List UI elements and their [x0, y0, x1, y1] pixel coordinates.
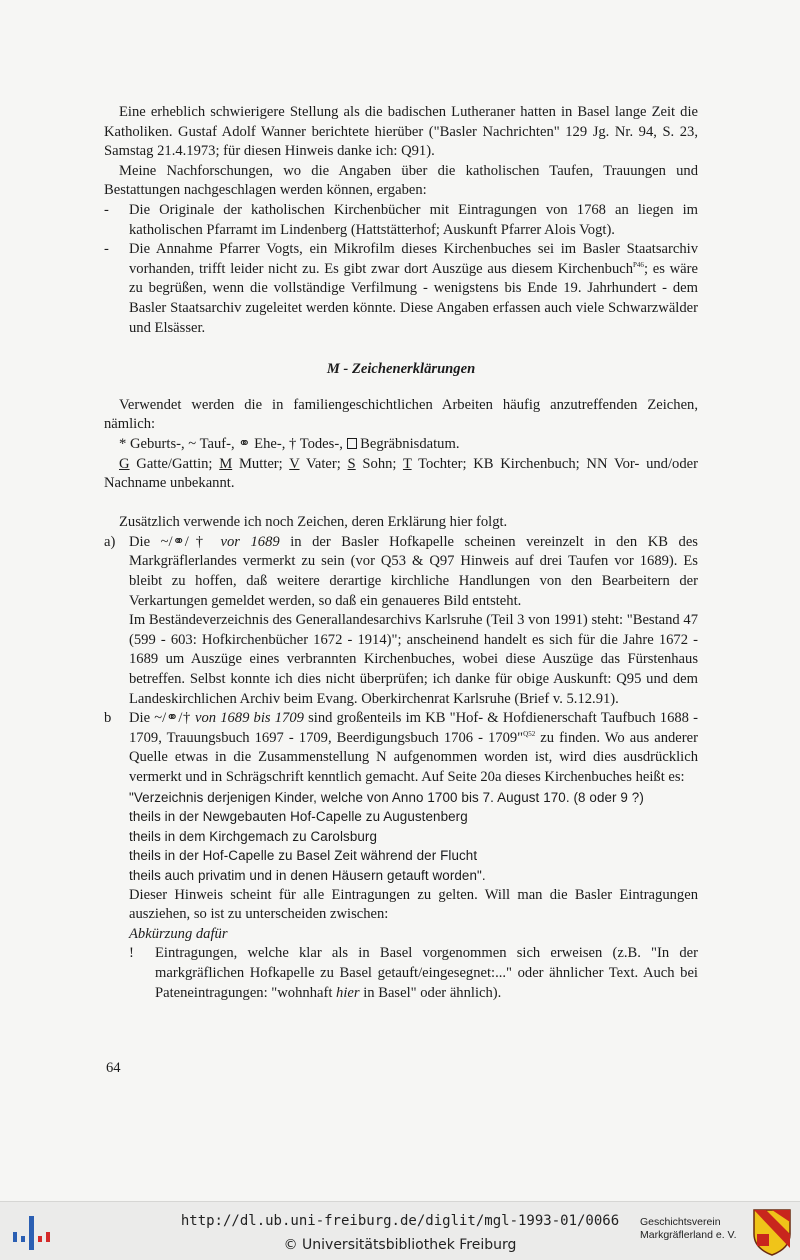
paragraph-research: Meine Nachforschungen, wo die Angaben über die katholischen Taufen, Trauungen und Bestattungen nachgeschlagen werden können, ergaben: — [104, 162, 698, 199]
exclamation-italic: hier — [336, 984, 360, 1001]
footer-url-link[interactable]: http://dl.ub.uni-freiburg.de/diglit/mgl-1993-01/0066 — [180, 1213, 620, 1229]
abbr-v: V — [289, 455, 300, 472]
society-name — [640, 1216, 752, 1242]
quote-line: "Verzeichnis derjenigen Kinder, welche von Anno 1700 bis 7. August 170. (8 oder 9 ?) — [129, 789, 644, 805]
spacer — [104, 494, 698, 514]
abbr-t: T — [402, 455, 412, 472]
society-crest-icon — [752, 1208, 792, 1256]
list-item-text: Die Originale der katholischen Kirchenbücher mit Eintragungen von 1768 an liegen im katholischen Pfarramt im Lindenberg (Hattstätterhof; Auskunft Pfarrer Alois Vogt). — [129, 201, 698, 238]
abbr-t-text: Tochter; KB Kirchenbuch; NN Vor- und/oder Nachname unbekannt. — [104, 455, 698, 492]
abbr-s-text: Sohn; — [355, 455, 403, 472]
abbreviation-heading: Abkürzung dafür — [129, 925, 228, 942]
symbols-line — [104, 435, 698, 455]
item-b-rest: zu finden. Wo aus anderer Quelle etwas in die Zusammenstellung N aufgenommen worden ist, wird dies ausdrücklich vermerkt und in Schrägschrift kenntlich gemacht. Auf Seite 20a dieses Kirchenbuches heißt es: — [129, 729, 698, 785]
paragraph-catholics: Eine erheblich schwierigere Stellung als die badischen Lutheraner hatten in Basel lange Zeit die Katholiken. Gustaf Adolf Wanner berichtete hierüber ("Basler Nachrichten" 129 Jg. Nr. 94, S. 23, Samstag 21.4.1973; für diesen Hinweis danke ich: Q91). — [104, 104, 698, 160]
footer-copyright: © Universitätsbibliothek Freiburg — [283, 1237, 517, 1253]
item-a-archive: Im Beständeverzeichnis des Generallandesarchivs Karlsruhe (Teil 3 von 1991) steht: "Bestand 47 (599 - 603: Hofkirchenbücher 1672 - 1914)"; anscheinend handelt es sich für die Jahre 1672 - 1689 um Auszüge eines verbrannten Kirchenbuches, wobei diese Auszüge das Fürstenhaus betreffen. Selbst konnte ich dies nicht überprüfen; ich danke für obige Auskunft: Q95 und dem Landeskirchlichen Archiv beim Evang. Oberkirchenrat Karlsruhe (Brief v. 5.12.91). — [129, 612, 698, 707]
footnote-ref: P46 — [633, 260, 644, 269]
item-a-italic: vor 1689 — [220, 533, 280, 550]
list-item-text: Die Annahme Pfarrer Vogts, ein Mikrofilm dieses Kirchenbuches sei im Basler Staatsarchiv vorhanden, trifft leider nicht zu. Es gibt zwar dort Auszüge aus diesem Kirchenbuch — [129, 241, 698, 277]
dash-marker: - — [104, 241, 109, 258]
list-item — [104, 201, 698, 240]
item-b — [104, 709, 698, 1003]
abbr-g-text: Gatte/Gattin; — [129, 455, 220, 472]
abbr-v-text: Vater; — [299, 455, 348, 472]
symbols-prefix: * Geburts-, ~ Tauf-, — [119, 435, 235, 452]
symbols-marriage: Ehe-, † Todes-, — [250, 435, 343, 452]
symbols-burial: Begräbnisdatum. — [356, 435, 460, 452]
paragraph-symbols-intro: Verwendet werden die in familiengeschichtlichen Arbeiten häufig anzutreffenden Zeichen, nämlich: — [104, 396, 698, 433]
marriage-icon: ⚭ — [238, 435, 251, 452]
item-b-start: Die ~/⚭/† — [129, 710, 195, 727]
list-item — [104, 240, 698, 338]
item-a — [104, 533, 698, 709]
item-b-mid: sind großenteils im KB "Hof- & Hofdienerschaft Taufbuch 1688 - 1709, Trauungsbuch 1697 - 1709, Beerdigungsbuch 1706 - 1709" — [129, 710, 698, 746]
section-heading: M - Zeichenerklärungen — [326, 361, 476, 378]
item-b-label: b — [104, 710, 112, 727]
footnote-ref: Q52 — [523, 729, 536, 738]
page-body — [104, 103, 698, 1003]
society-name-line1: Geschichtsverein — [640, 1216, 721, 1228]
abbr-m: M — [219, 455, 233, 472]
abbr-s: S — [347, 455, 356, 472]
abbr-g: G — [119, 455, 130, 472]
dash-marker: - — [104, 201, 109, 218]
item-b-italic: von 1689 bis 1709 — [194, 710, 304, 727]
item-a-rest: in der Basler Hofkapelle scheinen vereinzelt in den KB des Markgräflerlandes vermerkt zu sein (vor Q53 & Q97 Hinweis auf drei Taufen vor 1689). Es bleibt zu hoffen, daß weitere derartige kirchliche Handlungen von den Bearbeitern der Verkartungen gemeldet werden, so daß ein genaueres Bild entsteht. — [129, 533, 698, 609]
item-a-text — [129, 533, 698, 611]
exclamation-text-cont: in Basel" oder ähnlich). — [359, 984, 502, 1001]
quote-line: theils in der Newgebauten Hof-Capelle zu Augustenberg — [129, 809, 468, 825]
quote-line: theils in dem Kirchgemach zu Carolsburg — [129, 828, 378, 844]
quote-line: theils auch privatim und in denen Häusern getauft worden". — [129, 867, 486, 883]
item-b-text — [129, 709, 698, 787]
abbr-m-text: Mutter; — [232, 455, 290, 472]
page-number: 64 — [106, 1060, 121, 1076]
exclamation-text: Eintragungen, welche klar als in Basel vorgenommen sich erweisen (z.B. "In der markgräflichen Hofkapelle zu Basel getauft/eingesegnet:..." oder ähnlicher Text. Auch bei Pateneintragungen: "wohnhaft — [155, 945, 698, 1001]
list-item-text-cont: ; es wäre zu begrüßen, wenn die vollständige Verfilmung - wenigstens bis Ende 19. Jahrhundert - dem Basler Staatsarchiv zugeleitet werden könnte. Diese Angaben erfassen auch viele Schwarzwälder und Elsässer. — [129, 260, 698, 336]
burial-box-icon — [347, 438, 357, 449]
exclamation-marker: ! — [129, 945, 134, 962]
society-name-line2: Markgräflerland e. V. — [640, 1229, 737, 1241]
quote-line: theils in der Hof-Capelle zu Basel Zeit während der Flucht — [129, 848, 478, 864]
paragraph-additional: Zusätzlich verwende ich noch Zeichen, deren Erklärung hier folgt. — [119, 514, 508, 531]
abbreviations-line — [104, 455, 698, 494]
item-a-label: a) — [104, 533, 116, 550]
viewer-footer — [0, 1201, 800, 1260]
item-b-distinguish: Dieser Hinweis scheint für alle Eintragungen zu gelten. Will man die Basler Eintragungen ausziehen, so ist zu unterscheiden zwischen: — [129, 886, 698, 923]
item-a-start: Die ~/⚭/† — [129, 533, 221, 550]
exclamation-item — [129, 944, 698, 1003]
